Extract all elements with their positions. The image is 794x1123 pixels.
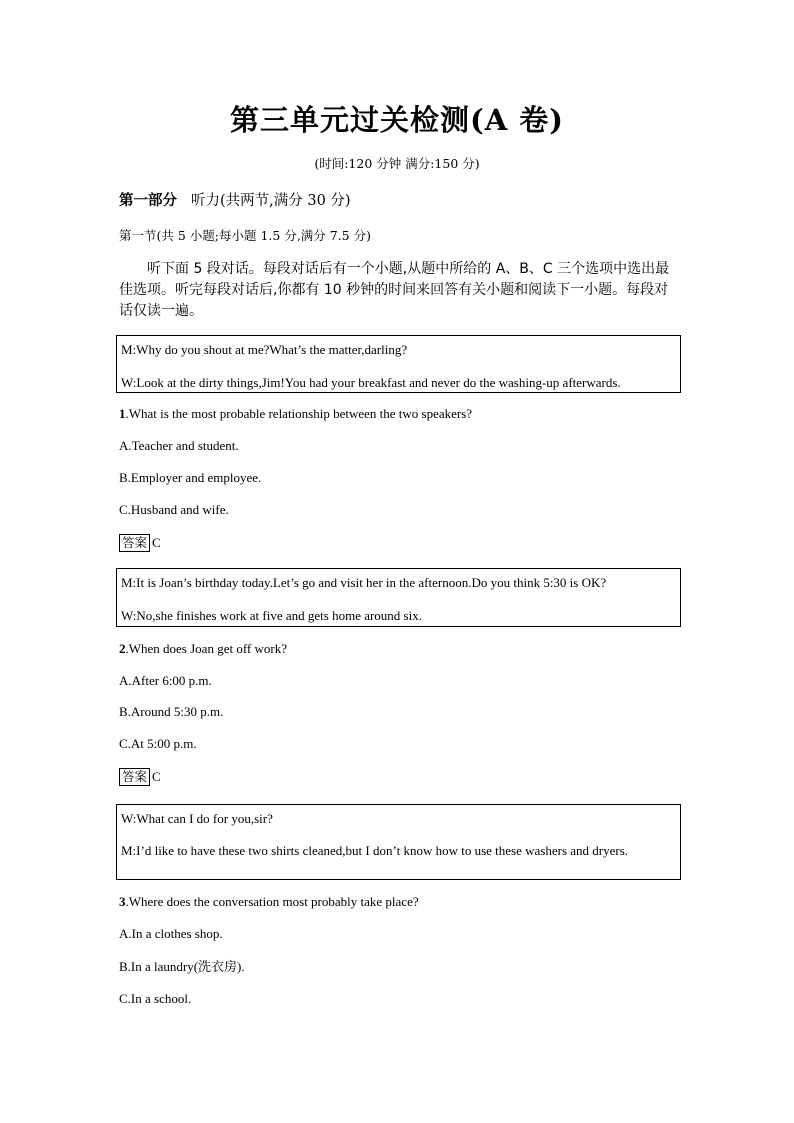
section-heading: 第一节(共 5 小题;每小题 1.5 分,满分 7.5 分) [119, 228, 371, 243]
option-c: C.Husband and wife. [119, 502, 229, 517]
option-a: A.Teacher and student. [119, 438, 239, 453]
question-3 [119, 893, 419, 911]
question-text: .Where does the conversation most probably take place? [125, 894, 419, 909]
answer-1 [119, 534, 161, 552]
answer-2 [119, 768, 161, 786]
answer-tag: 答案 [119, 768, 150, 786]
dialog-line: W:What can I do for you,sir? [121, 811, 273, 826]
question-2 [119, 640, 287, 658]
dialog-line: M:It is Joan’s birthday today.Let’s go and visit her in the afternoon.Do you think 5:30 is OK? [121, 575, 607, 590]
dialog-line: W:Look at the dirty things,Jim!You had your breakfast and never do the washing-up afterwards. [121, 375, 621, 390]
option-b: B.Around 5:30 p.m. [119, 704, 224, 719]
part-label: 第一部分 [119, 192, 177, 209]
answer-value: C [152, 769, 161, 784]
option-c: C.At 5:00 p.m. [119, 736, 197, 751]
question-text: .What is the most probable relationship between the two speakers? [125, 406, 473, 421]
page-title: 第三单元过关检测(A 卷) [229, 103, 565, 137]
dialog-line: M:I’d like to have these two shirts cleaned,but I don’t know how to use these washers and dryers. [121, 843, 629, 858]
question-number: 2 [119, 641, 126, 656]
question-text: .When does Joan get off work? [125, 641, 287, 656]
option-a: A.After 6:00 p.m. [119, 673, 212, 688]
exam-time-and-score: (时间:120 分钟 满分:150 分) [314, 156, 480, 171]
dialog-line: W:No,she finishes work at five and gets home around six. [121, 608, 422, 623]
answer-value: C [152, 535, 161, 550]
answer-tag: 答案 [119, 534, 150, 552]
option-a: A.In a clothes shop. [119, 926, 223, 941]
dialog-box-3 [116, 804, 681, 880]
dialog-box-2 [116, 568, 681, 627]
question-number: 1 [119, 406, 126, 421]
option-b: B.In a laundry(洗衣房). [119, 959, 245, 974]
dialog-line: M:Why do you shout at me?What’s the matter,darling? [121, 342, 408, 357]
instructions: 听下面 5 段对话。每段对话后有一个小题,从题中所给的 A、B、C 三个选项中选出最佳选项。听完每段对话后,你都有 10 秒钟的时间来回答有关小题和阅读下一小题。每段对话仅读一遍。 [119, 261, 670, 319]
question-number: 3 [119, 894, 126, 909]
option-b: B.Employer and employee. [119, 470, 262, 485]
part-heading [119, 189, 351, 210]
dialog-box-1 [116, 335, 681, 393]
option-c: C.In a school. [119, 991, 192, 1006]
part-name: 听力(共两节,满分 30 分) [191, 193, 351, 209]
question-1 [119, 405, 472, 423]
